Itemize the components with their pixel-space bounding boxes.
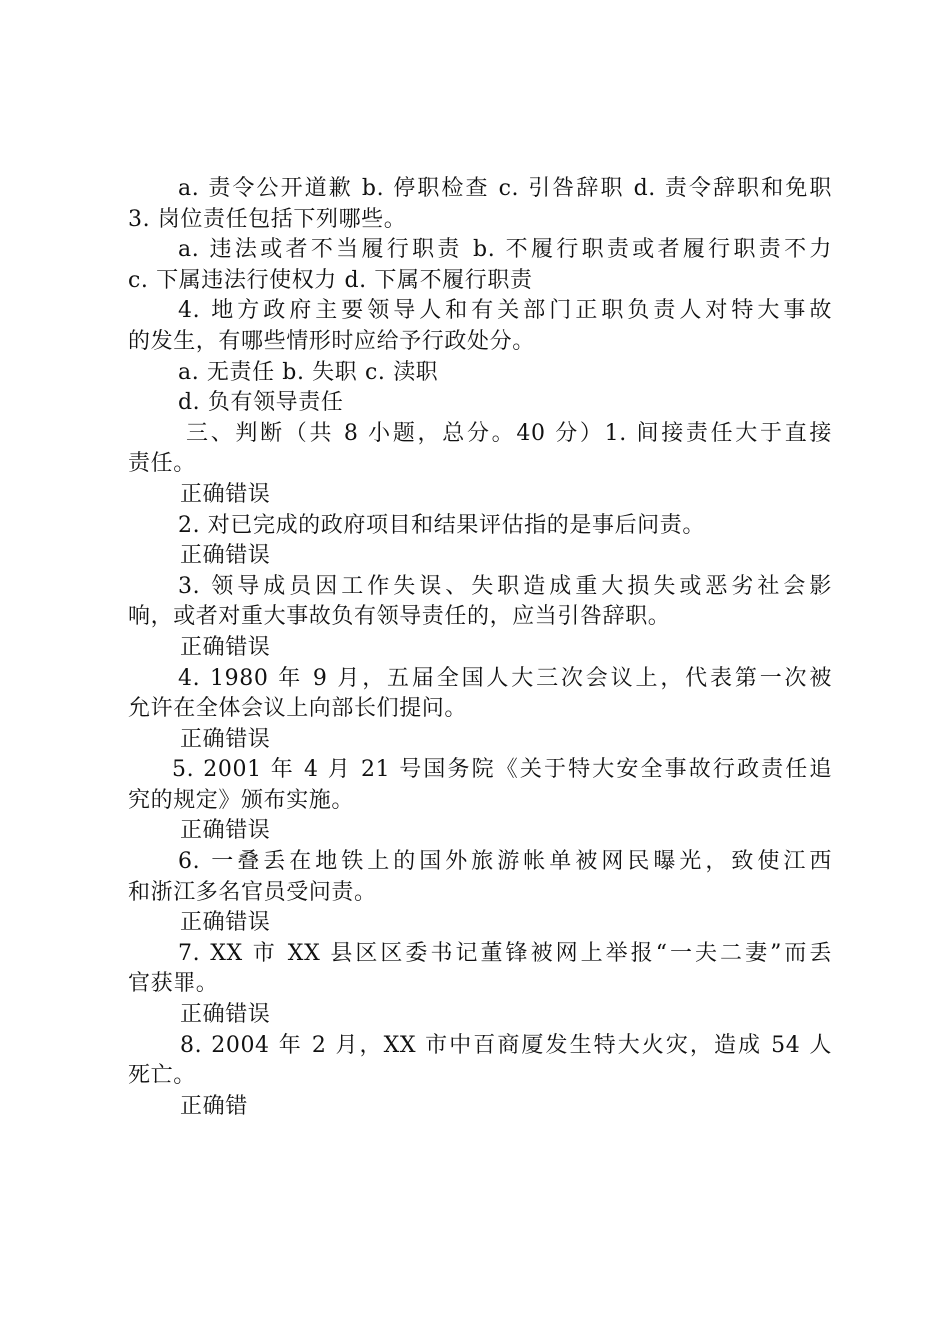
question-line: 5. 2001 年 4 月 21 号国务院《关于特大安全事故行政责任追 <box>172 757 832 783</box>
question-line: 责任。 <box>128 451 196 477</box>
question-line: 4. 地方政府主要领导人和有关部门正职负责人对特大事故 <box>178 298 832 324</box>
question-line: 究的规定》颁布实施。 <box>128 787 355 813</box>
question-line: 3. 岗位责任包括下列哪些。 <box>128 206 407 232</box>
answer-choice: 正确错误 <box>180 1002 271 1028</box>
answer-choice: 正确错 <box>180 1093 248 1119</box>
answer-choice: 正确错误 <box>180 543 271 569</box>
option-line: a. 无责任 b. 失职 c. 渎职 <box>178 359 439 385</box>
answer-choice: 正确错误 <box>180 634 271 660</box>
option-line: c. 下属违法行使权力 d. 下属不履行职责 <box>128 267 533 293</box>
document-page <box>128 174 832 1122</box>
option-line: d. 负有领导责任 <box>178 390 344 416</box>
answer-choice: 正确错误 <box>180 910 271 936</box>
question-line: 响，或者对重大事故负有领导责任的，应当引咎辞职。 <box>128 604 671 630</box>
question-line: 官获罪。 <box>128 971 219 997</box>
question-line: 和浙江多名官员受问责。 <box>128 879 377 905</box>
question-line: 的发生，有哪些情形时应给予行政处分。 <box>128 328 535 354</box>
option-line: a. 责令公开道歉 b. 停职检查 c. 引咎辞职 d. 责令辞职和免职 <box>178 176 832 201</box>
question-line: 7. XX 市 XX 县区区委书记董锋被网上举报“一夫二妻”而丢 <box>178 940 832 966</box>
section-heading: 三、判断（共 8 小题，总分。40 分）1. 间接责任大于直接 <box>186 420 832 446</box>
question-line: 3. 领导成员因工作失误、失职造成重大损失或恶劣社会影 <box>178 573 832 599</box>
answer-choice: 正确错误 <box>180 726 271 752</box>
question-line: 2. 对已完成的政府项目和结果评估指的是事后问责。 <box>178 512 705 538</box>
question-line: 允许在全体会议上向部长们提问。 <box>128 696 468 722</box>
question-line: 4. 1980 年 9 月，五届全国人大三次会议上，代表第一次被 <box>178 665 832 691</box>
question-line: 死亡。 <box>128 1063 196 1089</box>
question-line: 6. 一叠丢在地铁上的国外旅游帐单被网民曝光，致使江西 <box>178 849 832 875</box>
answer-choice: 正确错误 <box>180 481 271 507</box>
option-line: a. 违法或者不当履行职责 b. 不履行职责或者履行职责不力 <box>178 237 832 263</box>
answer-choice: 正确错误 <box>180 818 271 844</box>
question-line: 8. 2004 年 2 月，XX 市中百商厦发生特大火灾，造成 54 人 <box>180 1032 832 1058</box>
